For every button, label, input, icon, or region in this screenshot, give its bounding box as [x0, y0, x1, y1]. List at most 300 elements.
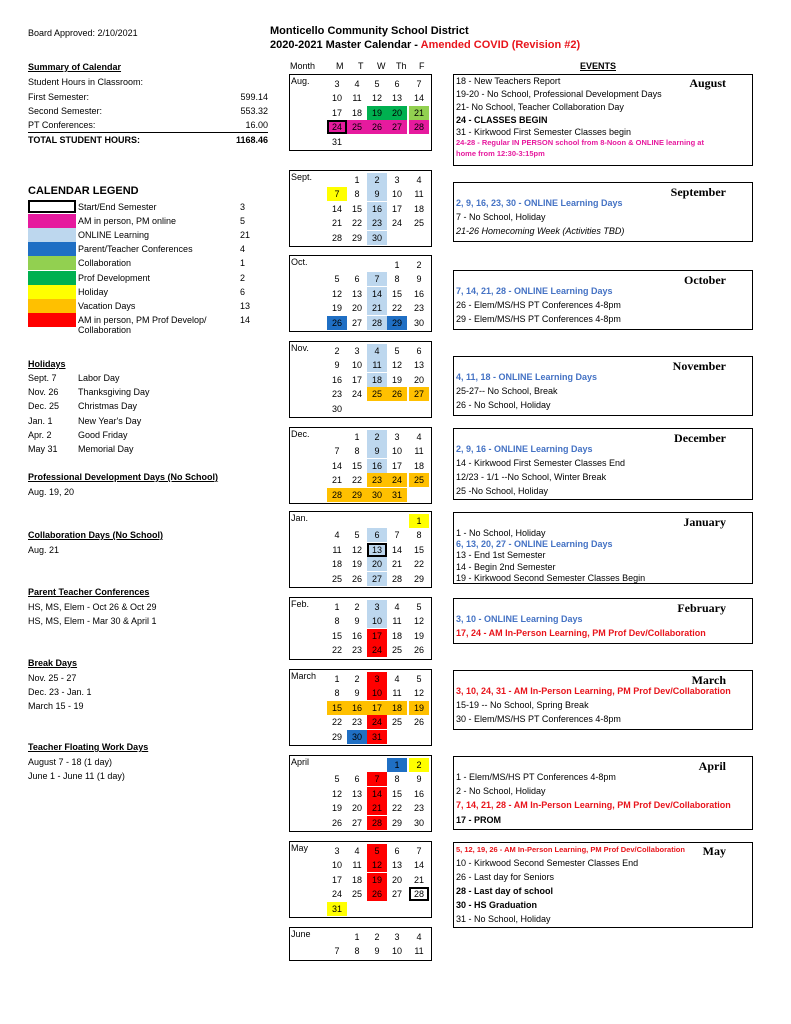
- event-box: [453, 756, 753, 830]
- legend-swatch: [28, 313, 76, 327]
- event-month-title: April: [698, 759, 726, 773]
- month-calendar: [289, 341, 432, 418]
- weekday-header: F: [419, 61, 425, 71]
- day-cell: 9: [334, 360, 340, 371]
- day-cell: 10: [331, 860, 342, 871]
- day-cell: [347, 402, 367, 416]
- week-row: [290, 459, 433, 473]
- day-cell: 27: [387, 120, 407, 134]
- day-cell: 24: [327, 120, 347, 134]
- day-cell: 19: [367, 106, 387, 120]
- summary-total: [28, 135, 268, 147]
- board-approved-date: Board Approved: 2/10/2021: [28, 28, 138, 38]
- day-cell: 6: [354, 274, 360, 285]
- day-cell: 16: [351, 630, 362, 641]
- event-item: 21-26 Homecoming Week (Activities TBD): [456, 226, 625, 237]
- week-row: [290, 173, 433, 187]
- event-month-title: November: [672, 359, 726, 373]
- day-cell: 9: [416, 774, 422, 785]
- day-cell: 8: [394, 274, 400, 285]
- day-cell: 9: [367, 444, 387, 458]
- day-cell: [327, 514, 347, 528]
- week-row: [290, 106, 433, 120]
- day-cell: 1: [354, 932, 360, 942]
- day-cell: 16: [367, 459, 387, 473]
- week-row: [290, 801, 433, 815]
- legend-label: Parent/Teacher Conferences: [78, 244, 193, 254]
- summary-row-label: PT Conferences:: [28, 120, 96, 130]
- day-cell: 13: [351, 288, 362, 299]
- day-cell: 14: [391, 544, 402, 555]
- day-cell: 20: [391, 874, 402, 885]
- week-row: [290, 887, 433, 901]
- day-cell: 17: [391, 203, 402, 214]
- summary-row-value: 599.14: [240, 92, 268, 102]
- week-row: [290, 387, 433, 401]
- day-cell: 30: [347, 730, 367, 744]
- day-cell: 31: [367, 730, 387, 744]
- day-cell: 15: [391, 288, 402, 299]
- holiday-date: Nov. 26: [28, 387, 59, 398]
- day-cell: 4: [416, 175, 422, 185]
- day-cell: 18: [331, 559, 342, 570]
- day-cell: [387, 514, 407, 528]
- day-cell: 28: [367, 316, 387, 330]
- legend-title: CALENDAR LEGEND: [28, 185, 139, 197]
- week-row: [290, 730, 433, 744]
- legend-count: 3: [240, 202, 246, 212]
- day-cell: 16: [367, 202, 387, 216]
- week-row: [290, 629, 433, 643]
- event-box: [453, 670, 753, 730]
- day-cell: 1: [409, 514, 429, 528]
- day-cell: 18: [413, 203, 424, 214]
- pd-days-text: Aug. 19, 20: [28, 487, 75, 497]
- day-cell: 27: [409, 387, 429, 401]
- day-cell: 27: [351, 317, 362, 328]
- day-cell: 18: [387, 701, 407, 715]
- month-name: March: [291, 671, 317, 681]
- legend-item: [28, 214, 248, 228]
- month-calendar: [289, 255, 432, 332]
- holiday-date: Jan. 1: [28, 415, 53, 426]
- day-cell: 31: [327, 902, 347, 916]
- day-cell: 15: [351, 460, 362, 471]
- event-item: 7, 14, 21, 28 - ONLINE Learning Days: [456, 286, 613, 296]
- day-cell: 12: [413, 616, 424, 627]
- day-cell: 8: [394, 774, 400, 785]
- legend-item: [28, 256, 248, 270]
- day-cell: 6: [354, 774, 360, 785]
- event-item: 28 - Last day of school: [456, 886, 554, 896]
- month-name: Feb.: [291, 599, 310, 609]
- month-calendar: [289, 170, 432, 247]
- holiday-item: [28, 373, 268, 385]
- month-name: Sept.: [291, 172, 313, 182]
- day-cell: 5: [416, 602, 422, 612]
- day-cell: 4: [354, 79, 360, 89]
- break-day-item: March 15 - 19: [28, 701, 84, 711]
- day-cell: [347, 258, 367, 272]
- month-name: Dec.: [291, 429, 310, 439]
- day-cell: 17: [367, 701, 387, 715]
- day-cell: 4: [334, 530, 340, 541]
- day-cell: 15: [413, 544, 424, 555]
- legend-count: 4: [240, 244, 246, 254]
- day-cell: 22: [331, 717, 342, 728]
- event-item: 13 - End 1st Semester: [456, 550, 546, 561]
- collab-days-text: Aug. 21: [28, 545, 60, 555]
- day-cell: 26: [367, 120, 387, 134]
- week-row: [290, 643, 433, 657]
- event-item: 17, 24 - AM In-Person Learning, PM Prof Dev/Collaboration: [456, 628, 706, 639]
- day-cell: 16: [413, 788, 424, 799]
- day-cell: 21: [391, 559, 402, 570]
- summary-row-value: 553.32: [240, 106, 268, 116]
- day-cell: 11: [332, 544, 342, 555]
- pd-days-heading: Professional Development Days (No School): [28, 472, 219, 482]
- day-cell: 5: [416, 674, 422, 684]
- day-cell: 27: [391, 889, 402, 900]
- legend-label: AM in person, PM online: [78, 216, 177, 226]
- day-cell: 13: [367, 543, 387, 557]
- week-row: [290, 672, 433, 686]
- legend-swatch: [28, 228, 76, 242]
- day-cell: 27: [351, 817, 362, 828]
- legend-count: 1: [240, 258, 246, 268]
- day-cell: 19: [331, 803, 342, 814]
- legend-count: 13: [240, 301, 251, 311]
- holidays-heading: Holidays: [28, 359, 66, 369]
- day-cell: 9: [374, 946, 380, 957]
- holiday-item: [28, 401, 268, 413]
- day-cell: 26: [331, 817, 342, 828]
- month-name: Nov.: [291, 343, 309, 353]
- day-cell: 14: [413, 860, 424, 871]
- event-box: [453, 270, 753, 330]
- event-item: 18 - New Teachers Report: [456, 76, 561, 86]
- event-item: 26 - Elem/MS/HS PT Conferences 4-8pm: [456, 300, 621, 311]
- month-calendar: [289, 755, 432, 832]
- day-cell: 24: [387, 473, 407, 487]
- day-cell: 4: [354, 846, 360, 856]
- day-cell: 26: [327, 316, 347, 330]
- week-row: [290, 287, 433, 301]
- week-row: [290, 686, 433, 700]
- day-cell: 2: [367, 173, 387, 187]
- holiday-item: [28, 387, 268, 399]
- floating-days-heading: Teacher Floating Work Days: [28, 742, 149, 752]
- legend-label: Prof Development: [78, 273, 151, 283]
- day-cell: [347, 135, 367, 149]
- week-row: [290, 758, 433, 772]
- ptc-item: HS, MS, Elem - Oct 26 & Oct 29: [28, 602, 157, 612]
- day-cell: 2: [367, 430, 387, 444]
- day-cell: 15: [331, 630, 342, 641]
- week-row: [290, 816, 433, 830]
- event-item: 26 - No School, Holiday: [456, 400, 551, 411]
- legend-label: ONLINE Learning: [78, 230, 150, 240]
- event-item: 6, 13, 20, 27 - ONLINE Learning Days: [456, 539, 613, 550]
- week-row: [290, 715, 433, 729]
- day-cell: 22: [331, 645, 342, 656]
- day-cell: 13: [413, 360, 424, 371]
- event-item: home from 12:30-3:15pm: [456, 148, 545, 158]
- day-cell: 3: [394, 932, 400, 942]
- day-cell: 22: [351, 218, 362, 229]
- weekday-header: W: [377, 61, 386, 71]
- week-row: [290, 543, 433, 557]
- day-cell: 29: [387, 316, 407, 330]
- event-item: 24 - CLASSES BEGIN: [456, 114, 548, 125]
- legend-swatch: [28, 299, 76, 313]
- event-item: 3, 10 - ONLINE Learning Days: [456, 614, 583, 624]
- day-cell: 5: [374, 79, 380, 89]
- event-item: 15-19 -- No School, Spring Break: [456, 700, 589, 711]
- event-month-title: March: [691, 673, 726, 687]
- holiday-date: Sept. 7: [28, 373, 57, 383]
- events-heading: EVENTS: [580, 61, 617, 71]
- holiday-item: [28, 430, 268, 442]
- day-cell: 3: [334, 79, 340, 89]
- day-cell: 5: [334, 774, 340, 785]
- day-cell: 4: [416, 432, 422, 442]
- day-cell: 30: [331, 403, 342, 414]
- event-item: 14 - Begin 2nd Semester: [456, 561, 556, 572]
- week-row: [290, 344, 433, 358]
- legend-count: 21: [240, 230, 251, 240]
- day-cell: 20: [351, 803, 362, 814]
- day-cell: 7: [416, 79, 422, 89]
- day-cell: 13: [391, 93, 402, 104]
- week-row: [290, 614, 433, 628]
- event-item: 4, 11, 18 - ONLINE Learning Days: [456, 372, 598, 382]
- event-box: [453, 512, 753, 584]
- week-row: [290, 444, 433, 458]
- week-row: [290, 301, 433, 315]
- week-row: [290, 930, 433, 944]
- day-cell: 3: [367, 600, 387, 614]
- week-row: [290, 120, 433, 134]
- summary-row: [28, 92, 268, 104]
- week-row: [290, 77, 433, 91]
- legend-swatch: [28, 271, 76, 285]
- event-item: 24-28 - Regular IN PERSON school from 8-Noon & ONLINE learning at: [456, 138, 704, 147]
- weekday-header: Th: [396, 61, 407, 71]
- day-cell: 24: [391, 218, 402, 229]
- day-cell: 23: [351, 645, 362, 656]
- day-cell: 26: [351, 573, 362, 584]
- day-cell: 23: [351, 717, 362, 728]
- day-cell: 14: [331, 203, 342, 214]
- day-cell: 6: [394, 846, 400, 856]
- day-cell: [327, 258, 347, 272]
- month-calendar: [289, 927, 432, 961]
- day-cell: 15: [391, 788, 402, 799]
- day-cell: [327, 758, 347, 772]
- day-cell: 7: [367, 272, 387, 286]
- week-row: [290, 787, 433, 801]
- ptc-heading: Parent Teacher Conferences: [28, 587, 150, 597]
- event-box: [453, 842, 753, 928]
- day-cell: 8: [334, 616, 340, 627]
- day-cell: 22: [391, 303, 402, 314]
- day-cell: [387, 730, 407, 744]
- day-cell: 9: [354, 616, 360, 627]
- day-cell: 14: [413, 93, 424, 104]
- summary-row-label: First Semester:: [28, 92, 90, 102]
- legend-count: 14: [240, 315, 251, 325]
- day-cell: [409, 902, 429, 916]
- month-name: Aug.: [291, 76, 310, 86]
- day-cell: 18: [367, 373, 387, 387]
- event-item: 26 - Last day for Seniors: [456, 872, 555, 882]
- day-cell: 26: [367, 887, 387, 901]
- day-cell: 23: [367, 473, 387, 487]
- event-item: 7 - No School, Holiday: [456, 212, 546, 223]
- event-item: 12/23 - 1/1 --No School, Winter Break: [456, 472, 607, 482]
- day-cell: 12: [331, 788, 342, 799]
- day-cell: 13: [391, 860, 402, 871]
- day-cell: 15: [327, 701, 347, 715]
- event-box: [453, 182, 753, 242]
- day-cell: [409, 488, 429, 502]
- event-month-title: February: [677, 601, 726, 615]
- legend-item: [28, 242, 248, 256]
- day-cell: 6: [416, 346, 422, 356]
- event-item: 19 - Kirkwood Second Semester Classes Begin: [456, 572, 646, 583]
- day-cell: 29: [351, 232, 362, 243]
- day-cell: [327, 173, 347, 187]
- week-row: [290, 858, 433, 872]
- day-cell: 28: [331, 232, 342, 243]
- day-cell: [409, 730, 429, 744]
- day-cell: 21: [367, 301, 387, 315]
- day-cell: 21: [409, 106, 429, 120]
- day-cell: 2: [334, 346, 340, 356]
- day-cell: 10: [391, 946, 402, 957]
- day-cell: 8: [354, 946, 360, 957]
- month-calendar: [289, 74, 432, 151]
- day-cell: 10: [331, 93, 342, 104]
- event-month-title: May: [702, 844, 726, 858]
- week-row: [290, 844, 433, 858]
- day-cell: 21: [413, 874, 424, 885]
- month-name: Jan.: [291, 513, 309, 523]
- day-cell: 7: [394, 530, 400, 541]
- day-cell: 11: [352, 860, 362, 871]
- month-calendar: [289, 597, 432, 660]
- week-row: [290, 216, 433, 230]
- day-cell: 24: [331, 889, 342, 900]
- day-cell: [387, 402, 407, 416]
- week-row: [290, 272, 433, 286]
- day-cell: 11: [352, 93, 362, 104]
- day-cell: 1: [354, 175, 360, 185]
- day-cell: 8: [334, 688, 340, 699]
- day-cell: 17: [331, 874, 342, 885]
- week-row: [290, 373, 433, 387]
- day-cell: 21: [367, 801, 387, 815]
- event-item: 31 - Kirkwood First Semester Classes begin: [456, 127, 632, 138]
- week-row: [290, 514, 433, 528]
- day-cell: [409, 135, 429, 149]
- day-cell: 2: [354, 602, 360, 612]
- day-cell: 3: [354, 346, 360, 356]
- day-cell: 23: [413, 803, 424, 814]
- holiday-name: Memorial Day: [78, 444, 134, 454]
- week-row: [290, 358, 433, 372]
- day-cell: 5: [394, 346, 400, 356]
- day-cell: 12: [391, 360, 402, 371]
- day-cell: [387, 231, 407, 245]
- week-row: [290, 135, 433, 149]
- holiday-date: Dec. 25: [28, 401, 60, 412]
- legend-item: [28, 299, 251, 313]
- day-cell: 25: [391, 717, 402, 728]
- day-cell: 1: [387, 758, 407, 772]
- legend-count: 2: [240, 273, 246, 283]
- event-box: [453, 598, 753, 644]
- hours-label: Student Hours in Classroom:: [28, 77, 144, 87]
- day-cell: 9: [416, 274, 422, 285]
- legend-item: [28, 200, 248, 214]
- holiday-name: Good Friday: [78, 429, 128, 440]
- ptc-item: HS, MS, Elem - Mar 30 & April 1: [28, 616, 157, 626]
- amended-label: Amended COVID (Revision #2): [420, 39, 581, 51]
- legend-label: Vacation Days: [78, 301, 136, 311]
- day-cell: [367, 402, 387, 416]
- summary-row-value: 16.00: [245, 120, 268, 130]
- day-cell: 25: [409, 473, 429, 487]
- event-item: 7, 14, 21, 28 - AM In-Person Learning, PM Prof Dev/Collaboration: [456, 800, 731, 811]
- legend-swatch: [28, 200, 76, 213]
- day-cell: [347, 514, 367, 528]
- event-month-title: December: [674, 431, 726, 445]
- day-cell: 11: [367, 358, 387, 372]
- day-cell: 11: [392, 616, 402, 627]
- event-item: 5, 12, 19, 26 - AM In-Person Learning, PM Prof Dev/Collaboration: [456, 845, 685, 854]
- day-cell: 31: [387, 488, 407, 502]
- day-cell: 10: [367, 614, 387, 628]
- break-day-item: Dec. 23 - Jan. 1: [28, 687, 92, 697]
- holiday-date: Apr. 2: [28, 429, 52, 440]
- event-month-title: January: [683, 515, 726, 529]
- holiday-item: [28, 416, 268, 428]
- event-item: 29 - Elem/MS/HS PT Conferences 4-8pm: [456, 314, 621, 325]
- day-cell: 4: [394, 602, 400, 612]
- event-item: 10 - Kirkwood Second Semester Classes End: [456, 858, 639, 868]
- day-cell: 16: [413, 288, 424, 299]
- day-cell: 22: [391, 803, 402, 814]
- month-name: Oct.: [291, 257, 308, 267]
- day-cell: 19: [413, 630, 424, 641]
- day-cell: 22: [413, 559, 424, 570]
- calendar-header: [289, 61, 432, 73]
- event-month-title: September: [670, 185, 726, 199]
- day-cell: 25: [351, 889, 362, 900]
- week-row: [290, 572, 433, 586]
- day-cell: 28: [409, 120, 429, 134]
- day-cell: 3: [394, 432, 400, 442]
- calendar-title-main: 2020-2021 Master Calendar -: [270, 39, 421, 51]
- event-item: 30 - HS Graduation: [456, 900, 538, 910]
- month-name: June: [291, 929, 311, 939]
- day-cell: 26: [413, 645, 424, 656]
- day-cell: 3: [367, 672, 387, 686]
- day-cell: [387, 135, 407, 149]
- day-cell: 1: [334, 602, 340, 612]
